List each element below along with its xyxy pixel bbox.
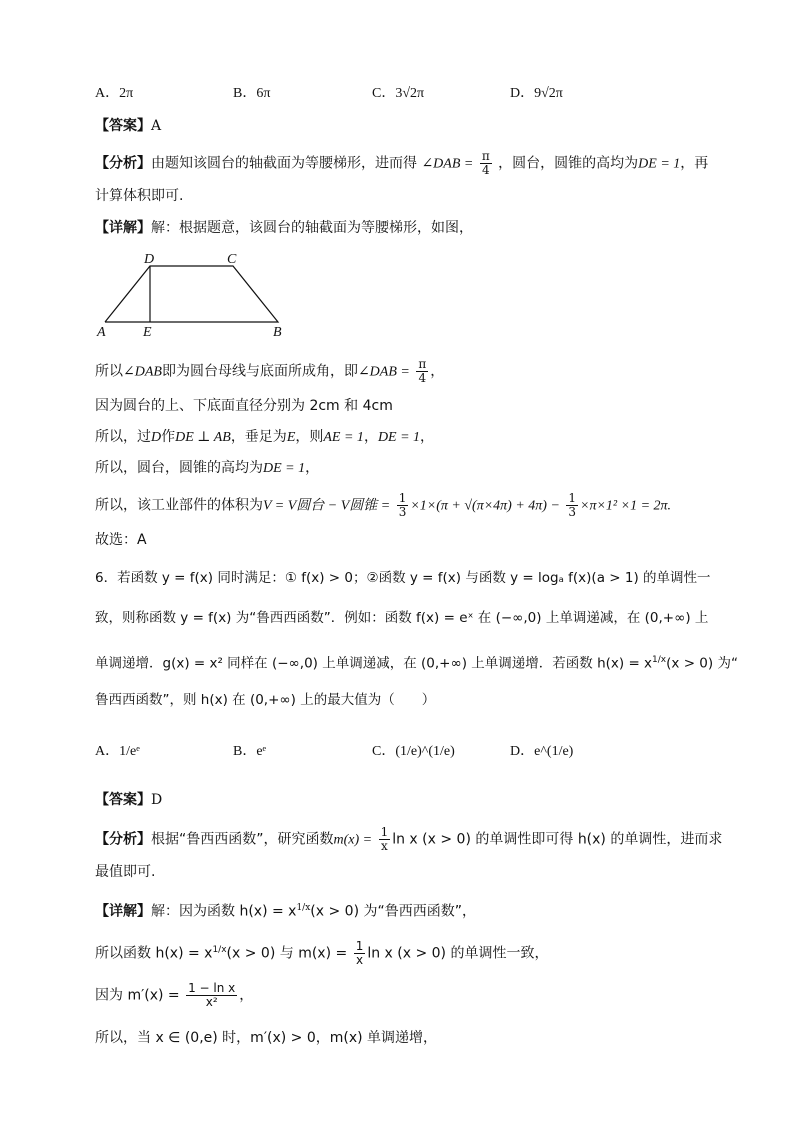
fraction-one-third: $\frac{1}{3}$ bbox=[398, 491, 407, 519]
q6-stem-line3: 单调递增．g(x) = x² 同样在 (−∞,0) 上单调递减，在 (0,+∞) 上单调递增．若函数 $h(x) = x^{1/x}(x > 0)$ 为“ bbox=[95, 655, 738, 672]
q6-stem-line2: 致，则称函数 y = f(x) 为“鲁西西函数”．例如：函数 f(x) = eˣ 在 (−∞,0) 上单调递减，在 (0,+∞) 上 bbox=[95, 610, 709, 626]
label-e: E bbox=[143, 325, 152, 340]
fraction-one-over-x-b: $\frac{1}{x}$ bbox=[355, 939, 364, 968]
fraction-one-over-x: $\frac{1}{x}$ bbox=[380, 825, 389, 853]
label-c: C bbox=[227, 252, 237, 267]
q6-detail-line1: 【详解】解：因为函数 $h(x) = x^{1/x}(x > 0)$ 为“鲁西西函数”， bbox=[95, 903, 476, 920]
q6-stem-line4: 鲁西西函数”，则 h(x) 在 (0,+∞) 上的最大值为（ ） bbox=[95, 692, 436, 708]
q6-stem-line1: 6．若函数 y = f(x) 同时满足：① f(x) > 0；②函数 y = f(x) 与函数 y = logₐ f(x)(a > 1) 的单调性一 bbox=[95, 570, 711, 586]
q6-detail-line3: 因为 m′(x) = $\frac{\text{1 − ln x}}{\text{x²}}$ ， bbox=[95, 981, 254, 1009]
q6-option-d: D．e^(1/e) bbox=[510, 744, 574, 759]
q5-answer: 【答案】A bbox=[95, 118, 162, 134]
q5-option-b: B．6π bbox=[233, 86, 271, 101]
q6-detail-line4: 所以，当 x ∈ (0,e) 时，m′(x) > 0，m(x) 单调递增， bbox=[95, 1030, 438, 1046]
label-a: A bbox=[97, 325, 106, 340]
q5-analysis-line1: 【分析】由题知该圆台的轴截面为等腰梯形，进而得 ∠DAB = $\frac{\pi}{4}$ ，圆台，圆锥的高均为DE = 1，再 bbox=[95, 149, 709, 177]
q5-detail-line5: 所以，圆台，圆锥的高均为DE = 1， bbox=[95, 460, 320, 476]
q5-option-a: A．2π bbox=[95, 86, 134, 101]
trapezoid-figure bbox=[95, 248, 295, 340]
fraction-one-third-b: $\frac{1}{3}$ bbox=[568, 491, 577, 519]
q6-analysis-line1: 【分析】根据“鲁西西函数”，研究函数m(x) = $\frac{1}{x}$ ln x (x > 0) 的单调性即可得 h(x) 的单调性，进而求 bbox=[95, 825, 723, 853]
fraction-pi-over-4: $\frac{\pi}{4}$ bbox=[481, 149, 490, 177]
q6-detail-line2: 所以函数 $h(x) = x^{1/x}(x > 0)$ 与 m(x) = $\frac{1}{x}$ ln x (x > 0) 的单调性一致， bbox=[95, 939, 549, 968]
q5-detail-line2: 所以∠DAB即为圆台母线与底面所成角，即∠DAB = $\frac{\pi}{4}$ ， bbox=[95, 357, 445, 385]
q5-option-d: D．9√2π bbox=[510, 86, 563, 101]
fraction-pi-over-4-b: $\frac{\pi}{4}$ bbox=[418, 357, 427, 385]
q5-detail-line3: 因为圆台的上、下底面直径分别为 2cm 和 4cm bbox=[95, 398, 393, 414]
q5-analysis-line2: 计算体积即可. bbox=[95, 188, 184, 204]
label-d: D bbox=[144, 252, 155, 267]
q6-option-a: A．1/eᵉ bbox=[95, 744, 140, 759]
fraction-derivative: $\frac{\text{1 − ln x}}{\text{x²}}$ bbox=[188, 981, 236, 1009]
q6-analysis-line2: 最值即可. bbox=[95, 864, 156, 880]
q5-pick: 故选：A bbox=[95, 532, 147, 548]
q5-detail-line4: 所以，过D作DE ⊥ AB，垂足为E，则AE = 1，DE = 1， bbox=[95, 429, 435, 445]
trapezoid-outline bbox=[105, 266, 278, 322]
q5-detail-line1: 【详解】解：根据题意，该圆台的轴截面为等腰梯形，如图， bbox=[95, 220, 473, 236]
q5-detail-line6: 所以，该工业部件的体积为V = V圆台 − V圆锥 = $\frac{1}{3}$ ×1×(π + √(π×4π) + 4π) − $\frac{1}{3}$ ×π×1² ×1 = 2π. bbox=[95, 491, 672, 519]
q6-option-b: B．eᵉ bbox=[233, 744, 267, 759]
q5-option-c: C．3√2π bbox=[372, 86, 425, 101]
label-b: B bbox=[273, 325, 282, 340]
q6-answer: 【答案】D bbox=[95, 792, 163, 808]
q6-option-c: C．(1/e)^(1/e) bbox=[372, 744, 455, 759]
